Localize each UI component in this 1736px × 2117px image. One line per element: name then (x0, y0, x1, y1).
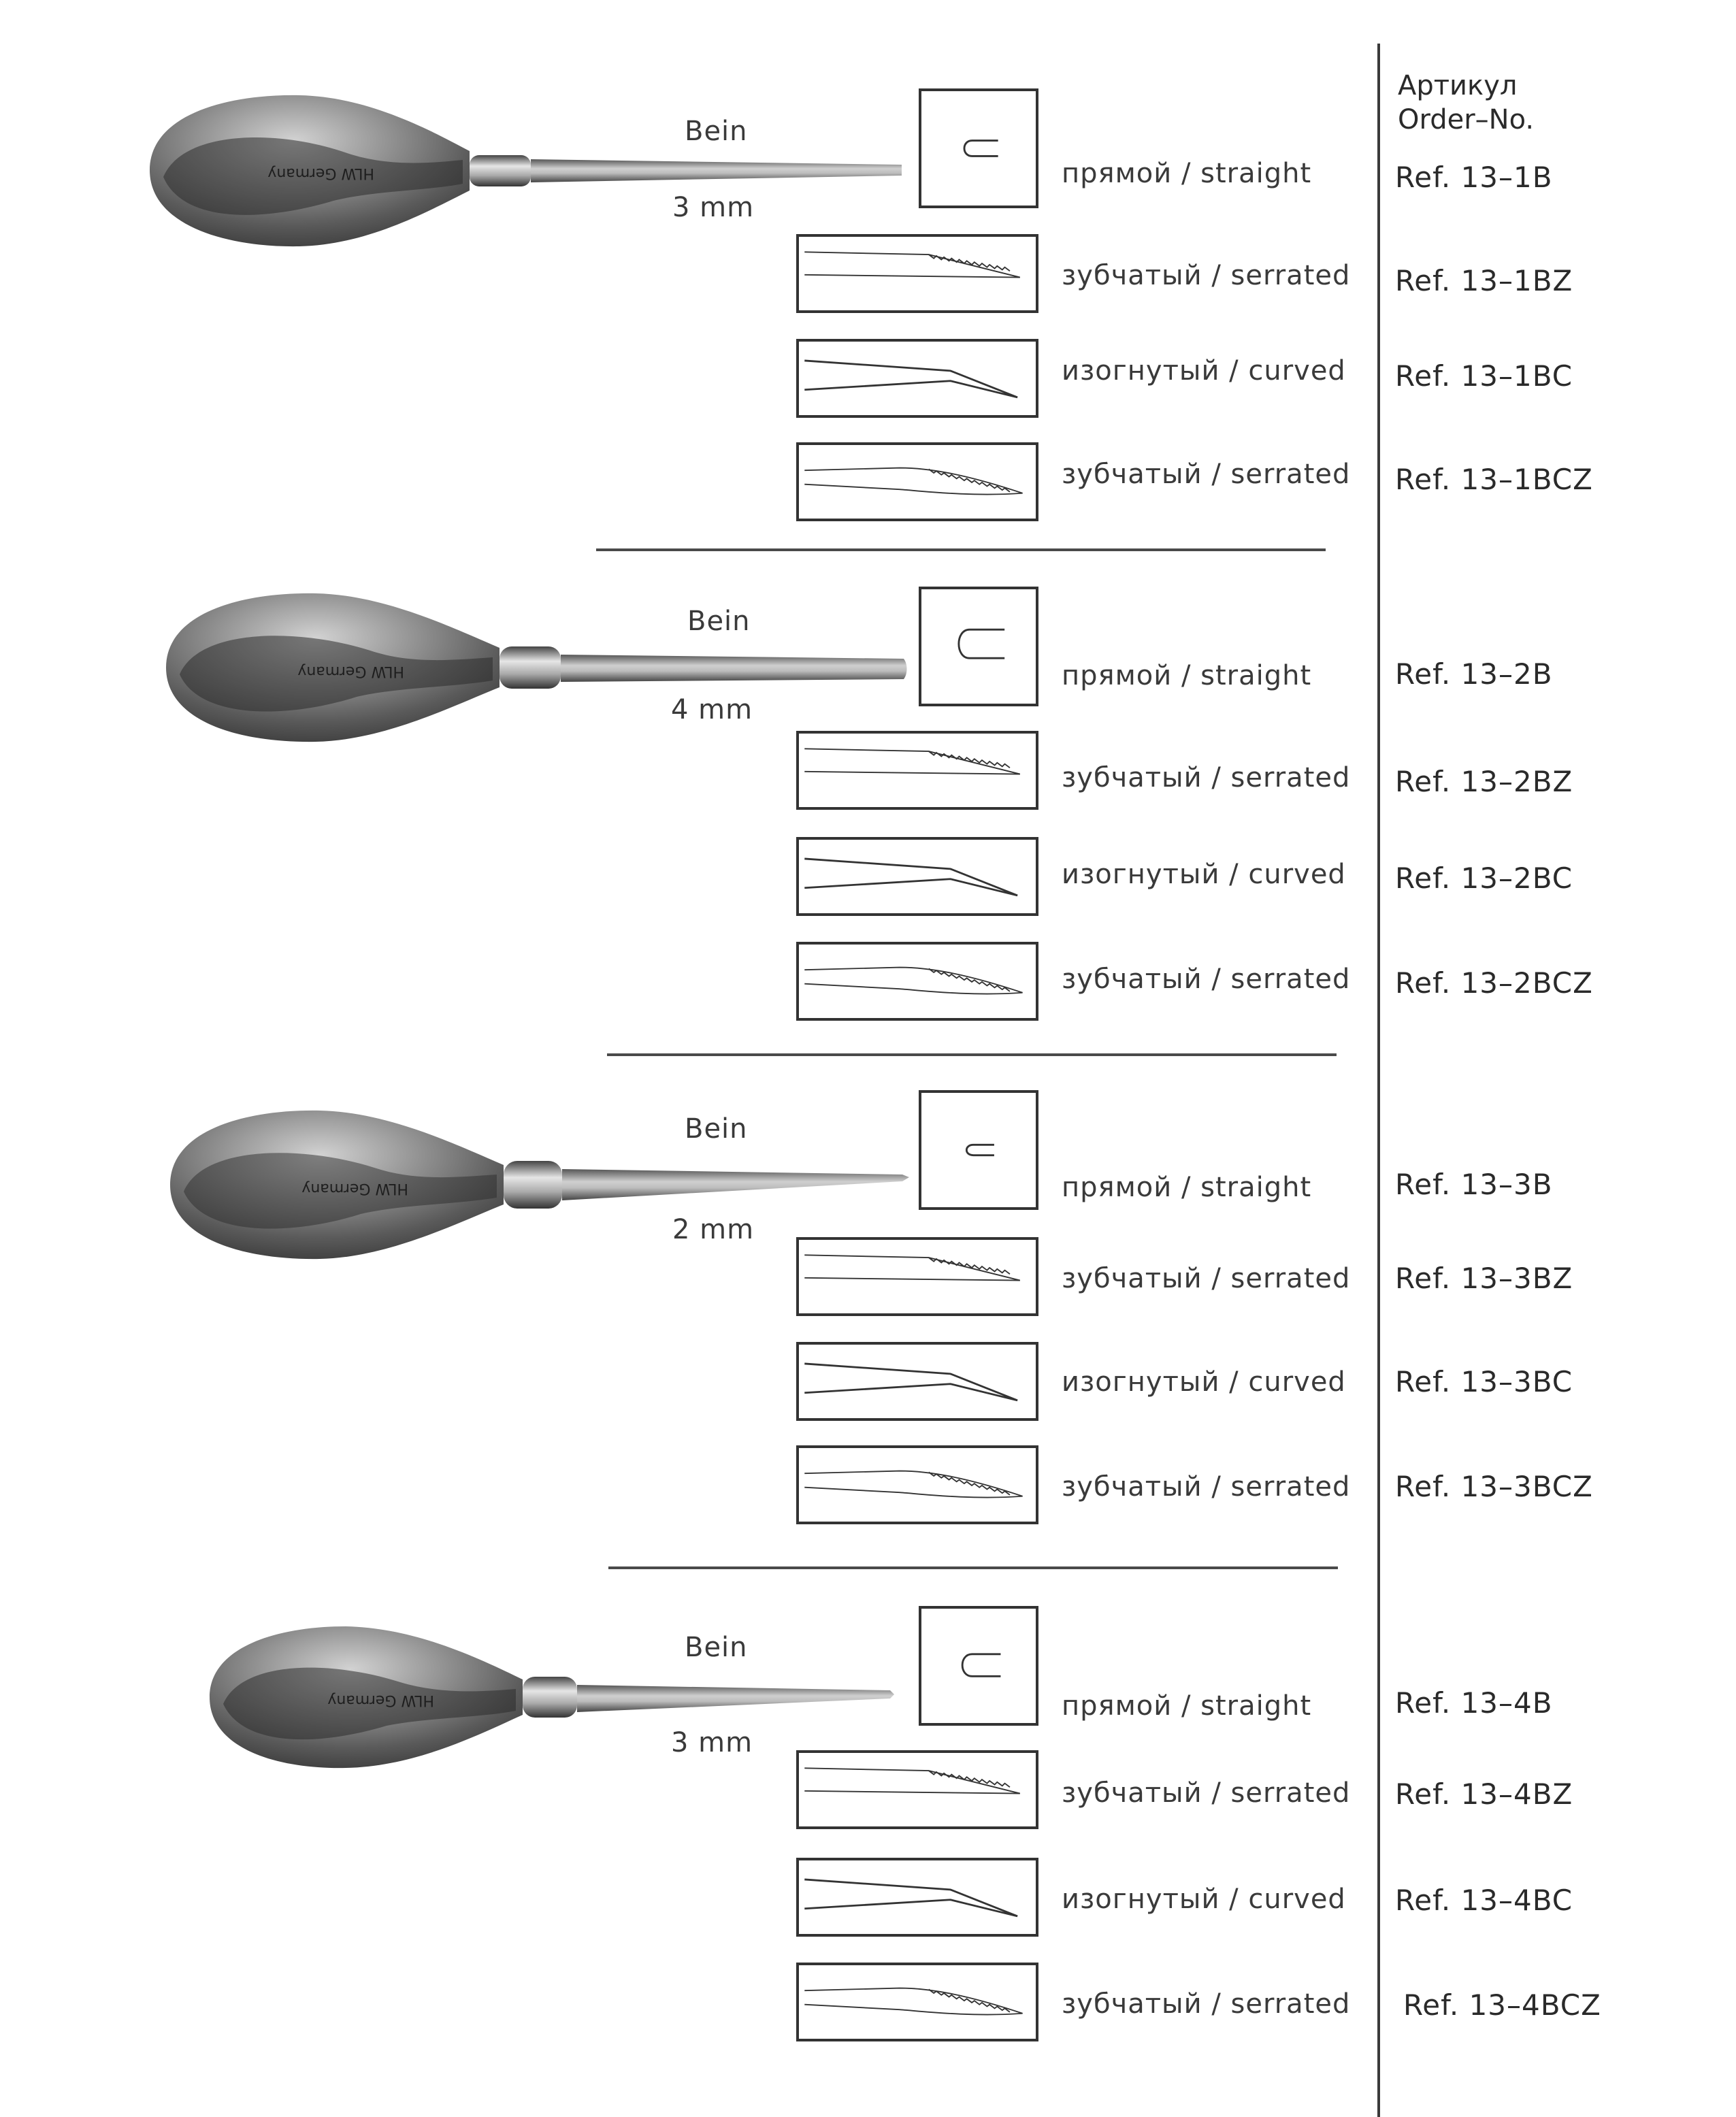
profile-serrated (796, 234, 1038, 313)
profile-label: зубчатый / serrated (1062, 1777, 1351, 1809)
order-ref: Ref. 13–3BZ (1395, 1262, 1573, 1295)
profile-curved-serrated (796, 1963, 1038, 2041)
profile-label: изогнутый / curved (1062, 355, 1346, 387)
profile-curved-serrated (796, 942, 1038, 1021)
tip-cross-section (919, 88, 1038, 208)
bein-label: Bein (685, 116, 748, 147)
order-ref: Ref. 13–3BC (1395, 1365, 1573, 1398)
profile-label: изогнутый / curved (1062, 859, 1346, 890)
bein-label: Bein (685, 1113, 748, 1145)
order-no-header-en: Order–No. (1398, 104, 1535, 135)
order-ref: Ref. 13–3B (1395, 1168, 1553, 1201)
order-ref: Ref. 13–2BC (1395, 861, 1573, 895)
order-ref: Ref. 13–4B (1395, 1686, 1553, 1720)
profile-serrated (796, 731, 1038, 810)
bein-label: Bein (687, 606, 751, 637)
order-ref: Ref. 13–3BCZ (1395, 1470, 1593, 1503)
tip-cross-section (919, 1090, 1038, 1210)
profile-curved (796, 339, 1038, 418)
order-ref: Ref. 13–2BCZ (1395, 966, 1593, 1000)
group-divider (608, 1566, 1338, 1569)
profile-label: зубчатый / serrated (1062, 762, 1351, 793)
order-ref: Ref. 13–2BZ (1395, 765, 1573, 798)
profile-serrated (796, 1750, 1038, 1829)
order-ref: Ref. 13–4BCZ (1403, 1988, 1601, 2022)
group-divider (596, 548, 1326, 551)
profile-label: прямой / straight (1062, 158, 1312, 189)
profile-serrated (796, 1237, 1038, 1316)
group-divider (607, 1053, 1337, 1056)
profile-label: зубчатый / serrated (1062, 260, 1351, 291)
order-ref: Ref. 13–1B (1395, 161, 1553, 194)
size-label: 3 mm (671, 1727, 753, 1758)
profile-label: прямой / straight (1062, 660, 1312, 691)
bein-label: Bein (685, 1632, 748, 1663)
profile-label: изогнутый / curved (1062, 1884, 1346, 1915)
profile-label: зубчатый / serrated (1062, 1263, 1351, 1294)
bein-elevator-image (203, 1622, 897, 1772)
profile-curved (796, 837, 1038, 916)
profile-label: изогнутый / curved (1062, 1366, 1346, 1398)
order-ref: Ref. 13–4BZ (1395, 1777, 1573, 1811)
profile-curved (796, 1858, 1038, 1937)
order-ref: Ref. 13–1BCZ (1395, 463, 1593, 496)
profile-label: прямой / straight (1062, 1690, 1312, 1722)
size-label: 3 mm (672, 192, 755, 223)
size-label: 4 mm (671, 694, 753, 725)
handle-engraving: HLW Germany (297, 663, 404, 680)
tip-cross-section (919, 587, 1038, 706)
order-ref: Ref. 13–2B (1395, 657, 1553, 691)
bein-elevator-image (159, 589, 908, 746)
profile-label: зубчатый / serrated (1062, 1988, 1351, 2020)
profile-curved-serrated (796, 1445, 1038, 1524)
column-separator (1377, 44, 1380, 2117)
profile-label: зубчатый / serrated (1062, 964, 1351, 995)
handle-engraving: HLW Germany (267, 165, 374, 182)
order-no-header-ru: Артикул (1398, 70, 1518, 101)
order-ref: Ref. 13–1BC (1395, 359, 1573, 393)
order-ref: Ref. 13–4BC (1395, 1884, 1573, 1917)
profile-label: зубчатый / serrated (1062, 459, 1351, 490)
size-label: 2 mm (672, 1214, 755, 1245)
profile-label: зубчатый / serrated (1062, 1471, 1351, 1503)
handle-engraving: HLW Germany (301, 1180, 408, 1197)
profile-curved (796, 1342, 1038, 1421)
bein-elevator-image (143, 88, 905, 252)
tip-cross-section (919, 1606, 1038, 1726)
profile-curved-serrated (796, 442, 1038, 521)
order-ref: Ref. 13–1BZ (1395, 264, 1573, 297)
profile-label: прямой / straight (1062, 1172, 1312, 1203)
handle-engraving: HLW Germany (327, 1692, 434, 1709)
